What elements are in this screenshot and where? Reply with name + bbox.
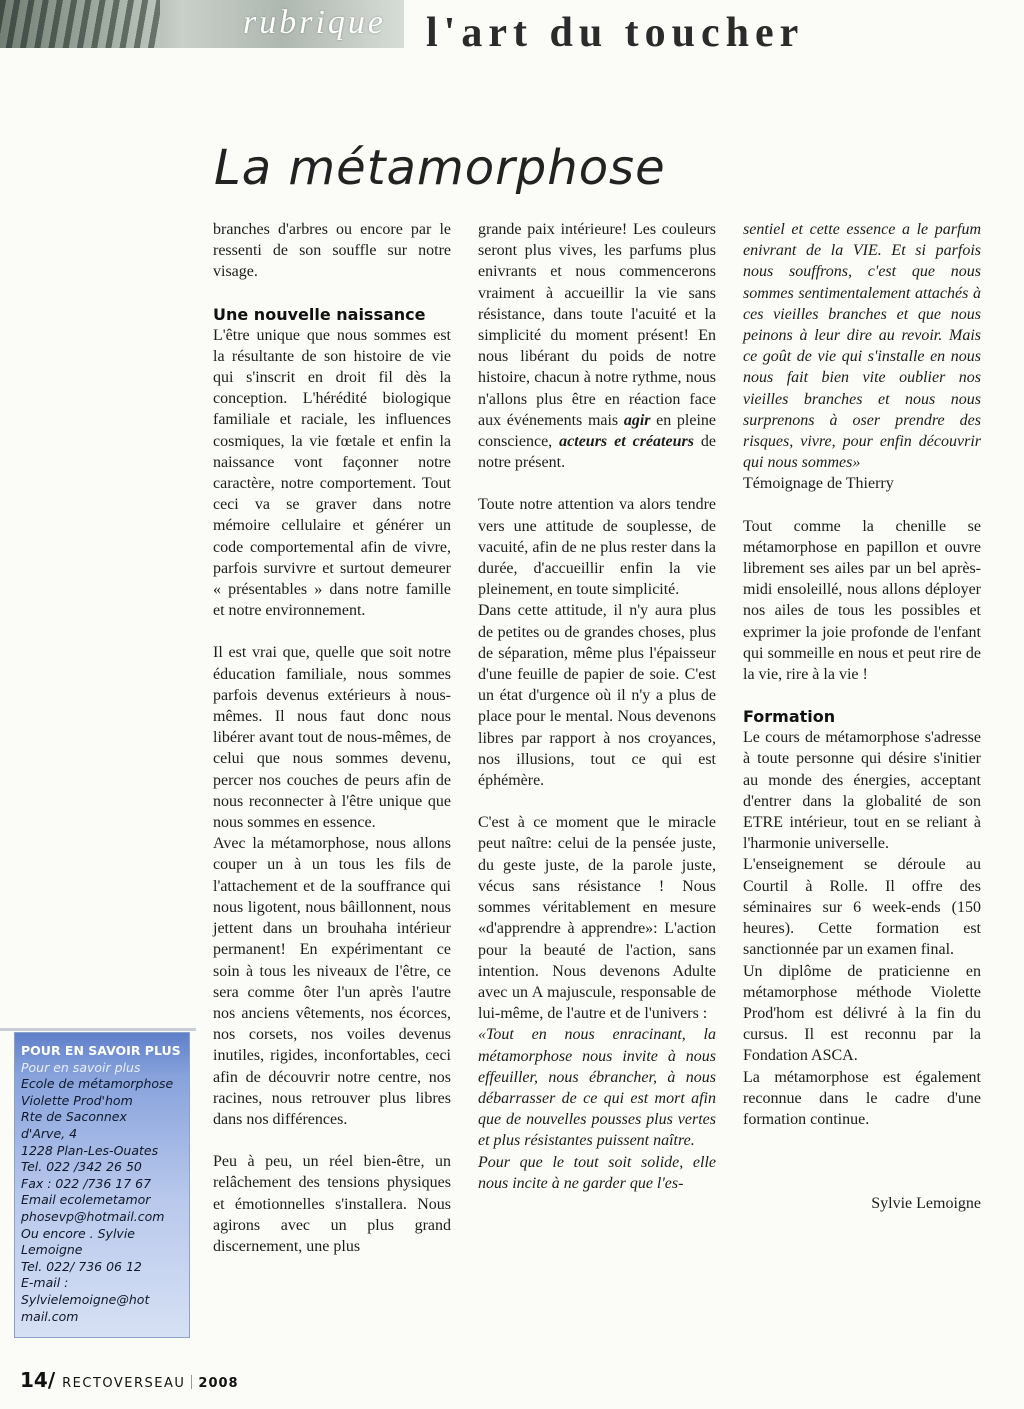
article-column-2 [478, 219, 716, 1194]
testimony-credit: Témoignage de Thierry [743, 475, 894, 493]
paragraph [478, 219, 716, 473]
subheading-naissance: Une nouvelle naissance [213, 304, 426, 324]
text-run: de notre présent. [478, 433, 716, 472]
author-signature: Sylvie Lemoigne [871, 1195, 981, 1213]
infobox-line: Rte de Saconnex [21, 1109, 127, 1125]
subheading-formation: Formation [743, 707, 836, 727]
infobox-line: phosevp@hotmail.com [21, 1208, 165, 1224]
rubrique-banner [0, 0, 404, 48]
infobox-line: Tel. 022/ 736 06 12 [21, 1258, 142, 1274]
infobox-line: mail.com [21, 1308, 79, 1324]
magazine-name: RECTOVERSEAU [62, 1376, 186, 1391]
infobox-line: Ou encore . Sylvie [21, 1225, 135, 1241]
text-run: en pleine conscience, [478, 411, 716, 451]
infobox-line: Fax : 022 /736 17 67 [21, 1175, 152, 1191]
contact-infobox [14, 1032, 190, 1338]
quote: sentiel et cette essence a le parfum enivrant de la VIE. Et si parfois nous souffrons, c'est que nous sommes sentimentalement attachés à ces vieilles branches et que nous peinons à leur dire au revoir. Mais ce goût de vie qui s'installe en nous nous fait bien vite oublier nos vieilles branches et nous nous surprenons à oser prendre des risques, vivre, pour enfin découvrir qui nous sommes» [743, 221, 981, 472]
paragraph: Tout comme la chenille se métamorphose en papillon et ouvre librement ses ailes par un bel après-midi ensoleillé, nous allons déployer nos ailes de tous les possibles et exprimer la joie profonde de l'enfant qui sommeille en nous et peut rire de la vie, rire à la vie ! [743, 517, 981, 684]
paragraph: branches d'arbres ou encore par le ressenti de son souffle sur notre visage. [213, 221, 451, 281]
issue-year: 2008 [198, 1376, 239, 1391]
infobox-line: d'Arve, 4 [21, 1125, 78, 1141]
paragraph: Avec la métamorphose, nous allons couper un à un tous les fils de l'attachement et de la souffrance qui nous ligotent, nous bâillonnent, nous jettent dans un brouhaha intérieur permanent! En expérimentant ce soin à tous les niveaux de l'être, ce sera comme ôter l'un après l'autre nos anciens vêtements, nos écorces, nos corsets, nos voiles devenus inutiles, rigides, inconfortables, ceci afin de découvrir notre centre, nos racines, nous retrouver plus libres dans nos différences. [213, 835, 451, 1128]
paragraph: La métamorphose est également reconnue dans le cadre d'une formation continue. [743, 1068, 981, 1128]
infobox-line: Lemoigne [21, 1242, 83, 1258]
emphasis-agir: agir [623, 411, 651, 429]
quote: «Tout en nous enracinant, la métamorphose nous invite à nous effeuiller, nous ébrancher, à nous débarrasser de ce qui est mort afin que de nouvelles pousses plus vertes et plus résistantes puissent naître. [478, 1026, 716, 1150]
paragraph: L'enseignement se déroule au Courtil à Rolle. Il offre des séminaires sur 6 week-ends (150 heures). Cette formation est sanctionnée par un examen final. [743, 856, 981, 959]
section-title: l'art du toucher [426, 10, 805, 56]
paragraph: Le cours de métamorphose s'adresse à toute personne qui désire s'initier au monde des énergies, acceptant d'entrer dans la globalité de son ETRE intérieur, tout en se reliant à l'harmonie universelle. [743, 729, 981, 853]
text-run: grande paix intérieure! Les couleurs seront plus vives, les parfums plus enivrants et nous commencerons vraiment à accueillir la vie sans résistance, dans toute l'acuité et la simplicité du moment présent! En nous libérant du poids de notre histoire, chacun à notre rythme, nous n'allons plus être en réaction face aux événements mais [478, 221, 716, 429]
paragraph: C'est à ce moment que le miracle peut naître: celui de la pensée juste, du geste juste, de la parole juste, vécus sans résistance ! Nous sommes véritablement en mesure «d'apprendre à apprendre»: L'action pour la beauté de l'action, sans intention. Nous devenons Adulte avec un A majuscule, responsable de lui-même, de l'autre et de l'univers : [478, 814, 716, 1023]
paragraph: Toute notre attention va alors tendre vers une attitude de souplesse, de vacuité, afin de ne plus rester dans la durée, d'accueillir enfin la vie pleinement, en toute simplicité. [478, 496, 716, 599]
article-column-1 [213, 219, 451, 1257]
rubrique-label: rubrique [243, 4, 386, 41]
paragraph: Un diplôme de praticienne en métamorphose méthode Violette Prod'hom est délivré à la fin du cursus. Il est reconnu par la Fondation ASCA. [743, 962, 981, 1065]
paragraph: L'être unique que nous sommes est la résultante de son histoire de vie qui s'inscrit en droit fil dès la conception. L'hérédité biologique familiale et raciale, les influences cosmiques, la vie fœtale et enfin la naissance vont façonner notre caractère, notre comportement. Tout ceci va se graver dans notre mémoire cellulaire et générer un code comportemental afin de vivre, parfois survivre et surtout demeurer « présentables » dans notre famille et notre environnement. [213, 326, 451, 620]
article-column-3 [743, 219, 981, 1214]
footer-slash: / [47, 1368, 56, 1392]
paragraph: Dans cette attitude, il n'y aura plus de petites ou de grandes choses, plus de séparation, même plus l'épaisseur d'une feuille de papier de soie. C'est un état d'urgence où il n'y a plus de place pour le mental. Nous devenons libres par rapport à nos croyances, nos illusions, tout ce qui est éphémère. [478, 602, 716, 790]
quote: Pour que le tout soit solide, elle nous incite à ne garder que l'es- [478, 1153, 716, 1192]
infobox-line: Sylvielemoigne@hot [21, 1291, 150, 1307]
header-band [0, 0, 1024, 56]
infobox-line: Pour en savoir plus [21, 1059, 141, 1075]
infobox-title: POUR EN SAVOIR PLUS [21, 1043, 181, 1058]
footer-divider [191, 1375, 192, 1389]
infobox-line: 1228 Plan-Les-Ouates [21, 1142, 159, 1158]
paragraph: Peu à peu, un réel bien-être, un relâchement des tensions physiques et émotionnelles s'installera. Nous agirons avec un plus grand discernement, une plus [213, 1153, 451, 1255]
page-number: 14 [20, 1368, 48, 1392]
article-title: La métamorphose [214, 140, 666, 196]
infobox-line: Email ecolemetamor [21, 1192, 151, 1208]
infobox-line: Violette Prod'hom [21, 1092, 133, 1108]
infobox-line: Ecole de métamorphose [21, 1076, 174, 1092]
infobox-rule [0, 1028, 196, 1031]
infobox-line: E-mail : [21, 1275, 69, 1291]
infobox-line: Tel. 022 /342 26 50 [21, 1159, 142, 1175]
paragraph: Il est vrai que, quelle que soit notre éducation familiale, nous sommes parfois devenus extérieurs à nous-mêmes. Il nous faut donc nous libérer avant tout de nous-mêmes, de celui que nous sommes devenu, percer nos couches de peurs afin de nous reconnecter à l'être unique que nous sommes en essence. [213, 644, 451, 832]
page-footer [20, 1368, 239, 1392]
emphasis-acteurs: acteurs et créateurs [559, 433, 694, 451]
